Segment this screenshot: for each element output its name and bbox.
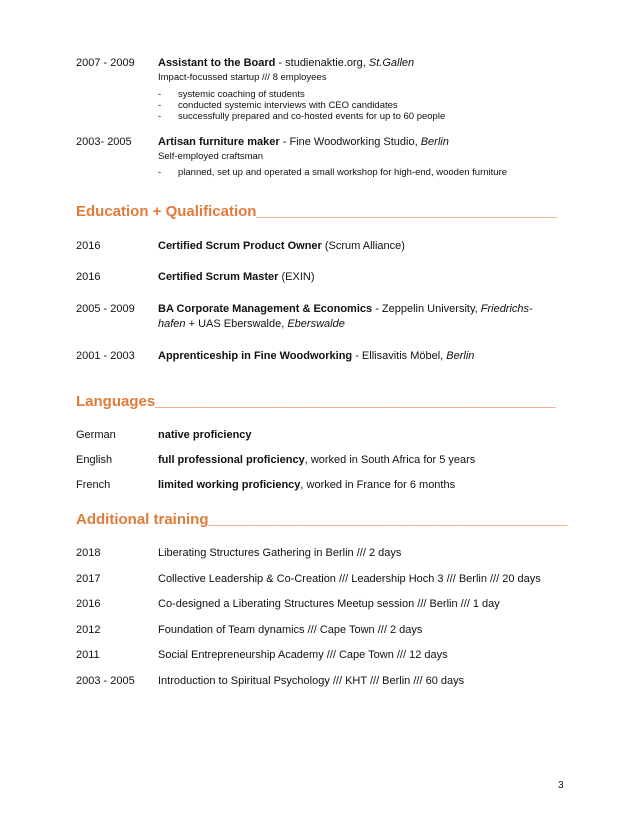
education-place: Friedrichs-: [480, 303, 533, 315]
language-note: , worked in France for 6 months: [300, 479, 456, 491]
training-item: Social Entrepreneurship Academy /// Cape Town /// 12 days: [158, 649, 448, 661]
language-name: French: [76, 479, 111, 491]
experience-dates: 2007 - 2009: [76, 57, 135, 69]
experience-bullet: [158, 89, 305, 100]
experience-title-line: [158, 57, 414, 69]
experience-bullet: [158, 111, 445, 122]
education-title: Certified Scrum Master: [158, 271, 279, 283]
training-dates: 2016: [76, 598, 101, 610]
section-heading-education: [76, 203, 557, 220]
experience-org: Fine Woodworking Studio,: [289, 136, 421, 148]
bullet-dash: -: [158, 111, 162, 122]
language-level: limited working proficiency: [158, 479, 301, 491]
page-number: 3: [558, 780, 564, 791]
training-dates: 2018: [76, 547, 101, 559]
experience-bullet: [158, 100, 398, 111]
separator: -: [279, 136, 290, 148]
bullet-dash: -: [158, 167, 162, 178]
language-item: [158, 454, 475, 466]
training-dates: 2012: [76, 624, 101, 636]
education-dates: 2001 - 2003: [76, 350, 135, 362]
education-place: hafen: [158, 318, 186, 330]
training-item: Co-designed a Liberating Structures Meetup session /// Berlin /// 1 day: [158, 598, 500, 610]
education-item: [158, 240, 405, 252]
education-detail: + UAS Eberswalde,: [185, 318, 288, 330]
bullet-text: planned, set up and operated a small workshop for high-end, wooden furniture: [178, 167, 508, 178]
education-dates: 2005 - 2009: [76, 303, 135, 315]
language-name: German: [76, 429, 116, 441]
section-heading-training: Additional training___________________________________________: [76, 511, 568, 528]
experience-subtitle: Impact-focussed startup /// 8 employees: [158, 72, 327, 83]
education-item-continued: [158, 318, 345, 330]
training-item: Collective Leadership & Co-Creation /// Leadership Hoch 3 /// Berlin /// 20 days: [158, 573, 541, 585]
education-item: [158, 271, 315, 283]
education-detail: - Ellisavitis Möbel,: [352, 350, 447, 362]
experience-org: studienaktie.org,: [285, 57, 369, 69]
experience-subtitle: Self-employed craftsman: [158, 151, 264, 162]
language-note: , worked in South Africa for 5 years: [304, 454, 476, 466]
education-detail: - Zeppelin University,: [372, 303, 481, 315]
education-title: Apprenticeship in Fine Woodworking: [158, 350, 353, 362]
education-place: Berlin: [446, 350, 475, 362]
experience-role: Assistant to the Board: [158, 57, 276, 69]
separator: -: [275, 57, 286, 69]
bullet-text: conducted systemic interviews with CEO candidates: [178, 100, 398, 111]
training-item: Introduction to Spiritual Psychology /// KHT /// Berlin /// 60 days: [158, 675, 465, 687]
experience-title-line: [158, 136, 449, 148]
bullet-text: successfully prepared and co-hosted events for up to 60 people: [178, 111, 446, 122]
education-dates: 2016: [76, 271, 101, 283]
education-detail: (EXIN): [278, 271, 315, 283]
training-item: Foundation of Team dynamics /// Cape Town /// 2 days: [158, 624, 423, 636]
education-item: [158, 303, 533, 315]
language-item: [158, 429, 252, 441]
section-heading-languages: Languages________________________________________________: [76, 393, 556, 410]
education-title: Certified Scrum Product Owner: [158, 240, 322, 252]
training-dates: 2017: [76, 573, 101, 585]
experience-bullet: [158, 167, 507, 178]
language-name: English: [76, 454, 113, 466]
heading-text: Education + Qualification_____: [76, 203, 299, 220]
experience-place: St.Gallen: [368, 57, 415, 69]
bullet-dash: -: [158, 100, 162, 111]
education-title: BA Corporate Management & Economics: [158, 303, 373, 315]
education-place: Eberswalde: [287, 318, 345, 330]
training-dates: 2003 - 2005: [76, 675, 135, 687]
language-level: native proficiency: [158, 429, 252, 441]
education-item: [158, 350, 474, 362]
language-level: full professional proficiency: [158, 454, 305, 466]
bullet-text: systemic coaching of students: [178, 89, 305, 100]
heading-rule: _______________________________: [298, 203, 557, 220]
experience-place: Berlin: [420, 136, 449, 148]
training-dates: 2011: [76, 649, 100, 661]
education-dates: 2016: [76, 240, 101, 252]
language-item: [158, 479, 455, 491]
education-detail: (Scrum Alliance): [321, 240, 405, 252]
training-item: Liberating Structures Gathering in Berlin /// 2 days: [158, 547, 402, 559]
experience-role: Artisan furniture maker: [158, 136, 280, 148]
experience-dates: 2003- 2005: [76, 136, 132, 148]
bullet-dash: -: [158, 89, 162, 100]
